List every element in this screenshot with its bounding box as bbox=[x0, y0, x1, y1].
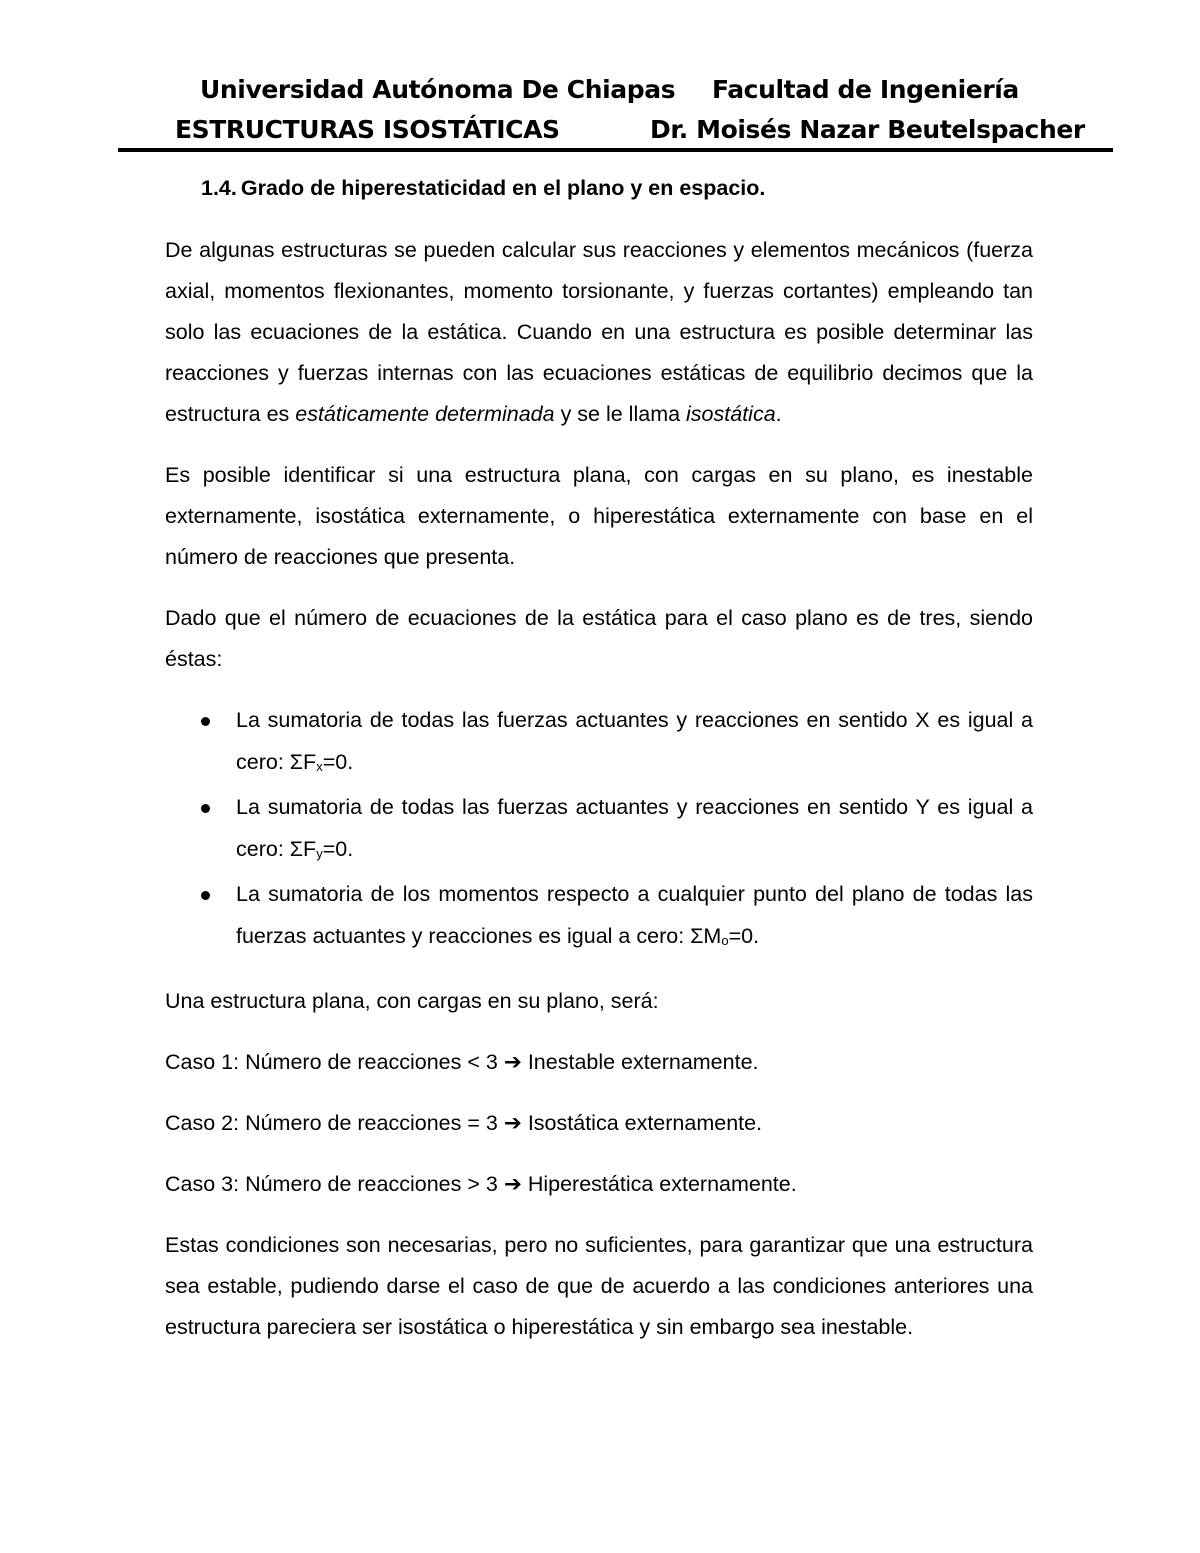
bullet-icon bbox=[201, 804, 210, 813]
paragraph-1-middle: y se le llama bbox=[554, 402, 687, 426]
university-name: Universidad Autónoma De Chiapas bbox=[200, 75, 676, 104]
header-rule bbox=[118, 148, 1113, 152]
case-1: Caso 1: Número de reacciones < 3 ➔ Inestable externamente. bbox=[165, 1050, 759, 1074]
arrow-right-icon: ➔ bbox=[503, 1172, 522, 1196]
case-3: Caso 3: Número de reacciones > 3 ➔ Hiperestática externamente. bbox=[165, 1172, 797, 1196]
list-item: La sumatoria de todas las fuerzas actuantes y reacciones en sentido X es igual a cero: $\Sigma F_x=0$. bbox=[165, 700, 1033, 787]
paragraph-3: Dado que el número de ecuaciones de la estática para el caso plano es de tres, siendo éstas: bbox=[165, 606, 1033, 671]
paragraph-4: Una estructura plana, con cargas en su plano, será: bbox=[165, 989, 659, 1013]
term-determinate: estáticamente determinada bbox=[295, 402, 555, 426]
faculty-name: Facultad de Ingeniería bbox=[712, 75, 1019, 104]
paragraph-1 bbox=[165, 230, 1033, 435]
arrow-right-icon: ➔ bbox=[503, 1111, 522, 1135]
section-title: Grado de hiperestaticidad en el plano y en espacio. bbox=[240, 176, 766, 200]
section-heading bbox=[201, 168, 1033, 208]
document-body bbox=[165, 168, 1033, 1368]
paragraph-1-text: De algunas estructuras se pueden calcular sus reacciones y elementos mecánicos (fuerza axial, momentos flexionantes, momento torsionante, y fuerzas cortantes) empleando tan solo las ecuaciones de la estática. Cuando en una estructura es posible determinar las reacciones y fuerzas internas con las ecuaciones estáticas de equilibrio decimos que la estructura es bbox=[165, 238, 1033, 426]
list-item: La sumatoria de los momentos respecto a cualquier punto del plano de todas las fuerzas actuantes y reacciones es igual a cero: $\Sigma M_o=0$. bbox=[165, 874, 1033, 961]
page-header bbox=[0, 70, 1200, 150]
paragraph-2: Es posible identificar si una estructura plana, con cargas en su plano, es inestable externamente, isostática externamente, o hiperestática externamente con base en el número de reacciones que presenta. bbox=[165, 463, 1033, 569]
header-row-1 bbox=[0, 70, 1200, 110]
author-name: Dr. Moisés Nazar Beutelspacher bbox=[650, 115, 1085, 144]
equilibrium-equations-list bbox=[165, 700, 1033, 961]
section-number: 1.4. bbox=[201, 176, 237, 200]
term-isostatic: isostática bbox=[686, 402, 776, 426]
list-item: La sumatoria de todas las fuerzas actuantes y reacciones en sentido Y es igual a cero: $\Sigma F_y=0$. bbox=[165, 787, 1033, 874]
header-row-2 bbox=[0, 110, 1200, 150]
paragraph-5: Estas condiciones son necesarias, pero no suficientes, para garantizar que una estructura sea estable, pudiendo darse el caso de que de acuerdo a las condiciones anteriores una estructura pareciera ser isostática o hiperestática y sin embargo sea inestable. bbox=[165, 1233, 1033, 1339]
arrow-right-icon: ➔ bbox=[503, 1050, 522, 1074]
course-name: ESTRUCTURAS ISOSTÁTICAS bbox=[175, 115, 560, 144]
bullet-icon bbox=[201, 891, 210, 900]
bullet-icon bbox=[201, 717, 210, 726]
paragraph-1-end: . bbox=[775, 402, 782, 426]
case-2: Caso 2: Número de reacciones = 3 ➔ Isostática externamente. bbox=[165, 1111, 763, 1135]
